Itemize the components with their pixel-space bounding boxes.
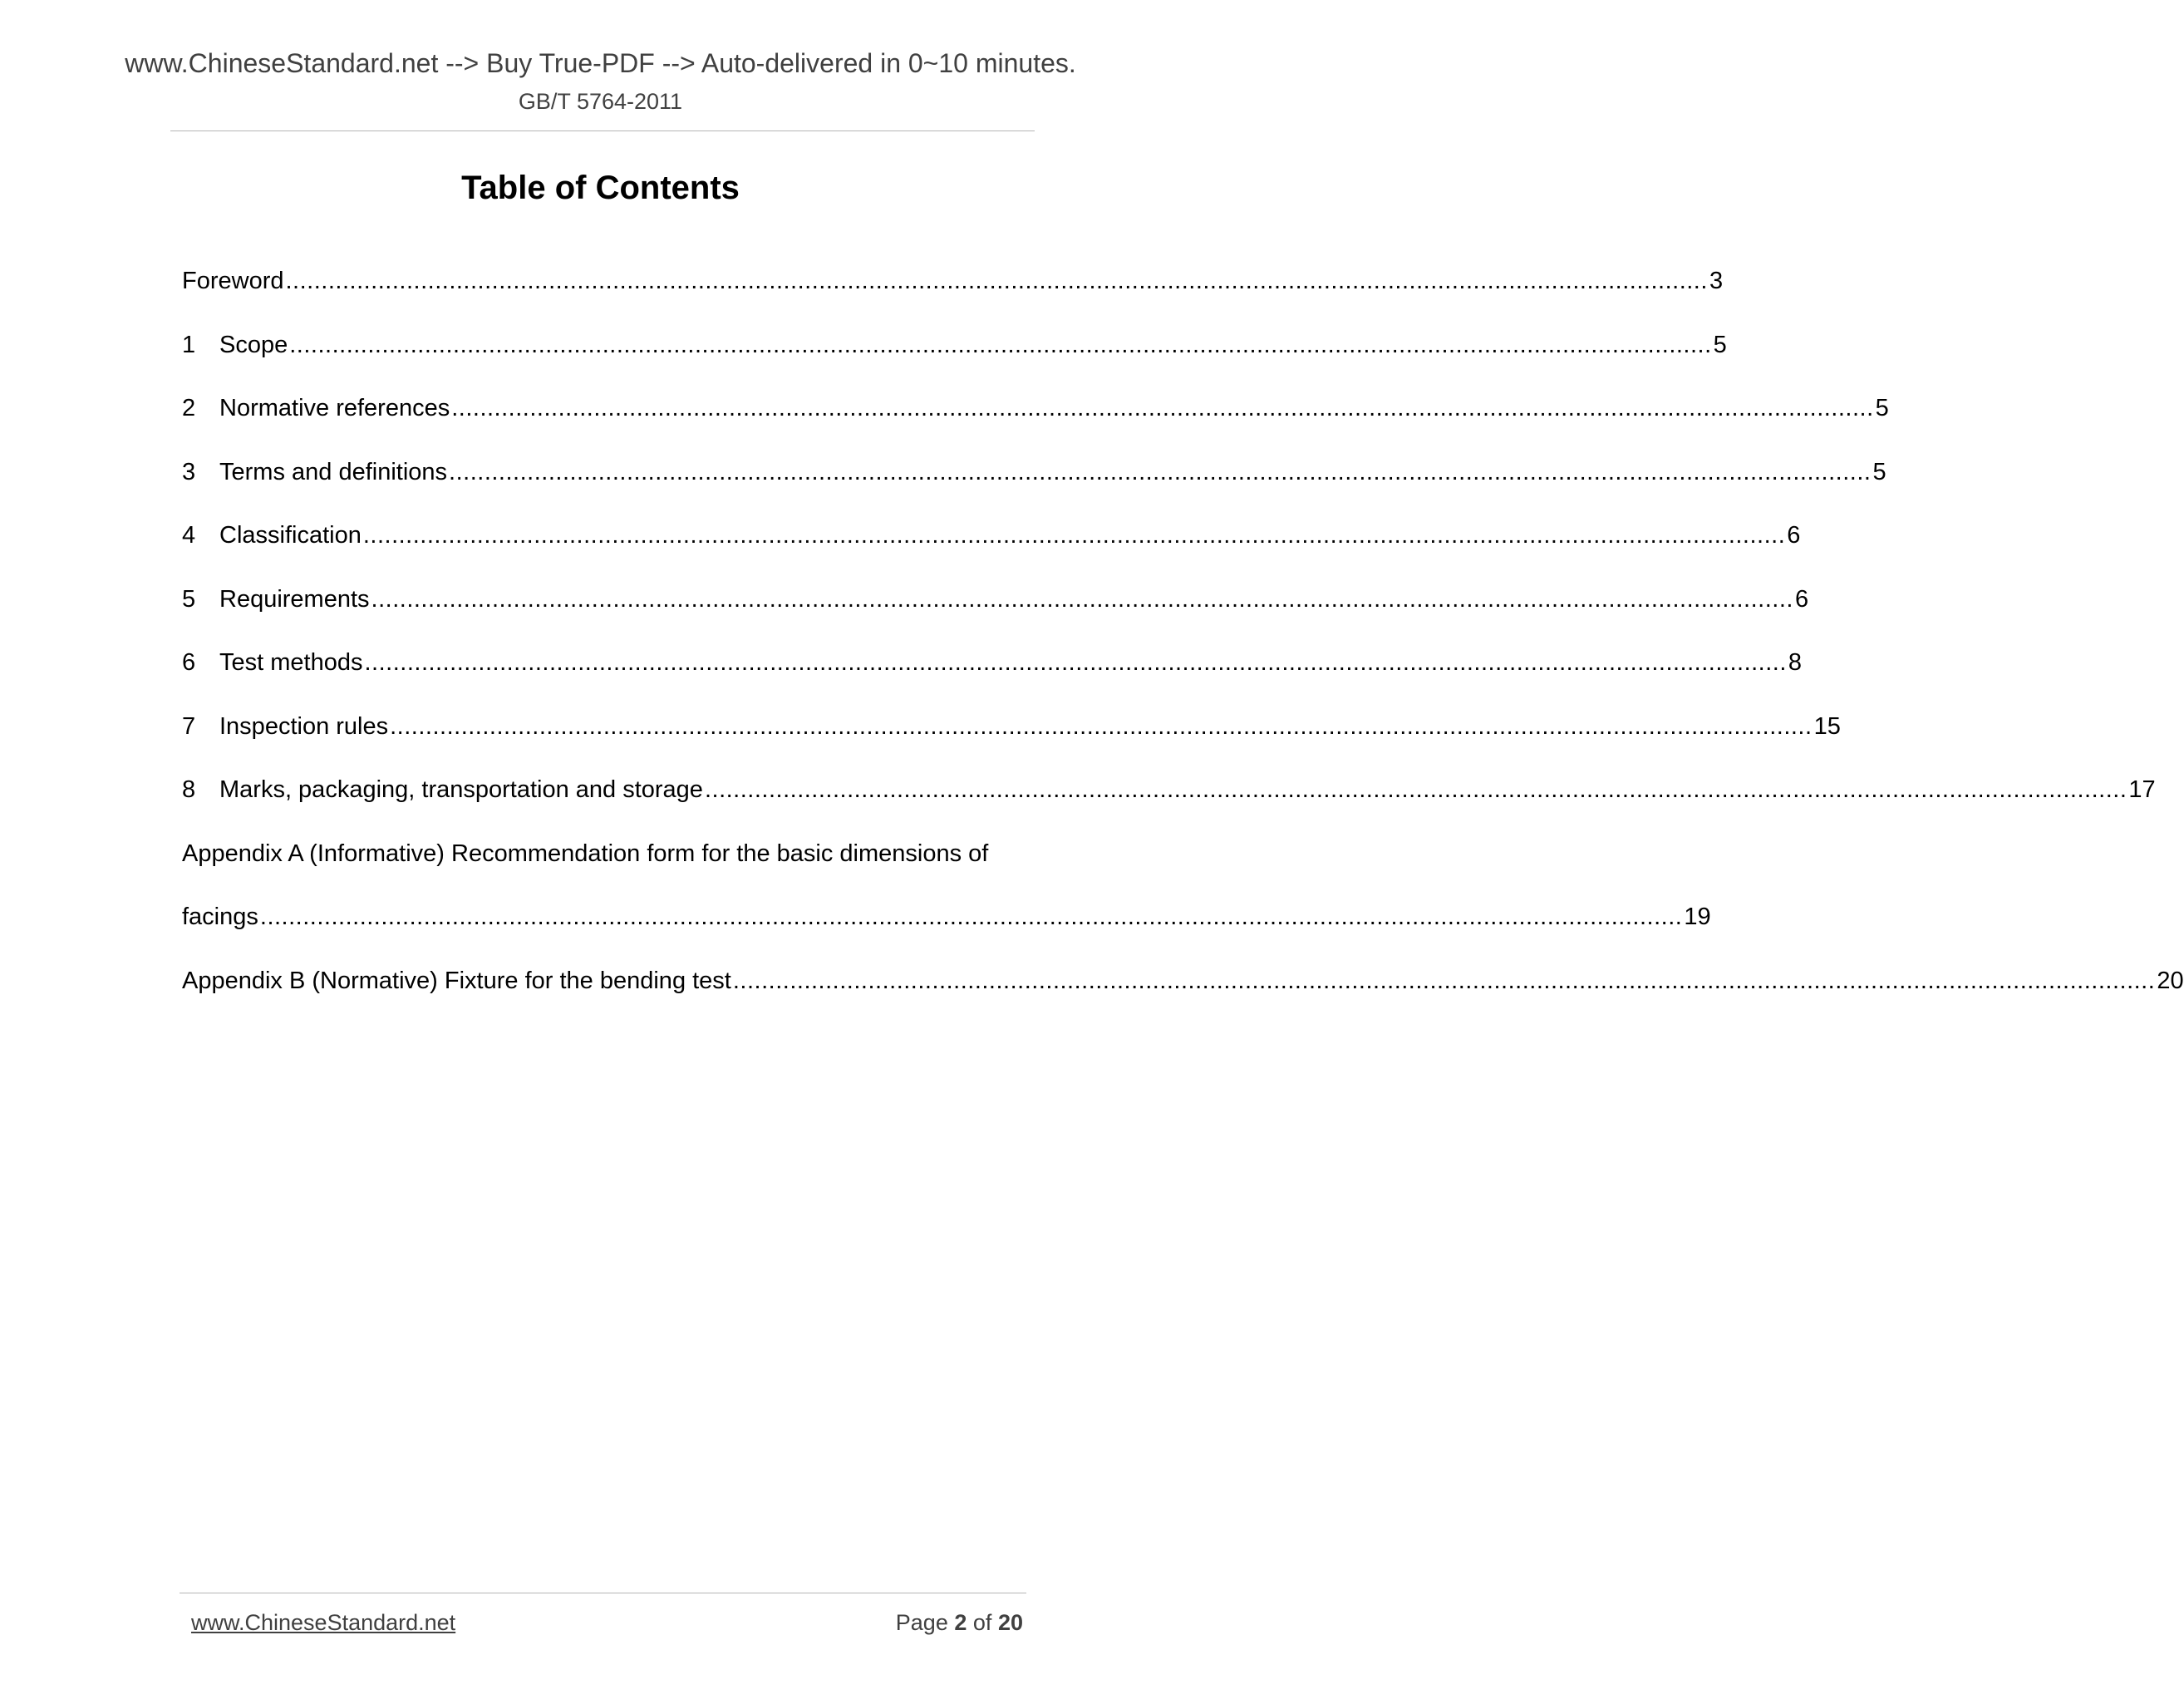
footer-page-indicator [896,1608,1023,1637]
toc-entry-page: 8 [1788,649,1803,676]
toc-entry-number: 8 [182,776,196,803]
toc-dot-leader: ........................................................................................................................................................................................................ [289,331,1712,358]
toc-entry-text: Inspection rules [219,712,389,740]
toc-entry-requirements[interactable] [182,583,1809,647]
toc-entry-page: 3 [1709,268,1724,294]
toc-entry-text: Test methods [219,649,363,676]
toc-entry-appendix-a-line1[interactable] [182,837,1022,901]
toc-entry-number: 6 [182,649,196,676]
toc-dot-leader: ........................................................................................................................................................................................................ [451,395,1874,421]
table-of-contents [182,264,2184,1027]
page-label: Page [895,1610,948,1635]
page-total: 20 [997,1610,1023,1635]
toc-dot-leader: ........................................................................................................................................................................................................ [390,712,1813,740]
toc-entry-number: 2 [182,395,196,421]
toc-dot-leader: ........................................................................................................................................................................................................ [449,458,1872,485]
toc-entry-classification[interactable] [182,519,1801,583]
toc-entry-text: Foreword [182,268,284,294]
toc-entry-page: 20 [2157,967,2184,994]
toc-entry-text: Requirements [219,585,370,613]
toc-entry-text: Appendix A (Informative) Recommendation form for the basic dimensions of [182,840,989,867]
toc-entry-text: Scope [219,331,288,358]
toc-entry-number: 3 [182,458,196,485]
toc-entry-text: Appendix B (Normative) Fixture for the bending test [182,967,731,994]
toc-entry-text: facings [182,904,258,930]
toc-entry-page: 17 [2128,776,2156,803]
toc-entry-scope[interactable] [182,328,1727,392]
page-title: Table of Contents [461,170,740,206]
toc-entry-number: 7 [182,712,196,740]
toc-entry-foreword[interactable] [182,264,1724,328]
toc-entry-text: Terms and definitions [219,458,448,485]
toc-entry-inspection-rules[interactable] [182,710,1841,774]
footer-website-link[interactable]: www.ChineseStandard.net [191,1610,456,1635]
toc-entry-test-methods[interactable] [182,646,1803,710]
toc-entry-text: Classification [219,522,362,549]
toc-dot-leader: ........................................................................................................................................................................................................ [732,967,2156,994]
toc-entry-number: 4 [182,522,196,549]
toc-entry-page: 6 [1794,585,1809,613]
toc-dot-leader: ........................................................................................................................................................................................................ [362,522,1786,549]
toc-entry-page: 15 [1813,712,1841,740]
toc-entry-number: 1 [182,331,196,358]
toc-entry-page: 5 [1872,458,1886,485]
toc-entry-page: 6 [1787,522,1801,549]
toc-entry-text: Normative references [219,395,450,421]
document-code: GB/T 5764-2011 [518,89,683,114]
toc-entry-appendix-b[interactable] [182,964,2184,1028]
toc-entry-marks-packaging[interactable] [182,773,2156,837]
toc-dot-leader: ........................................................................................................................................................................................................ [364,649,1787,676]
toc-dot-leader: ........................................................................................................................................................................................................ [704,776,2127,803]
toc-entry-appendix-a-line2[interactable] [182,900,1711,964]
toc-dot-leader: ........................................................................................................................................................................................................ [285,268,1708,294]
header-banner: www.ChineseStandard.net --> Buy True-PDF --> Auto-delivered in 0~10 minutes. [125,48,1076,78]
toc-entry-page: 5 [1875,395,1889,421]
toc-dot-leader: ........................................................................................................................................................................................................ [259,904,1683,930]
toc-entry-page: 19 [1684,904,1711,930]
toc-entry-normative-references[interactable] [182,392,1889,456]
page-of-label: of [972,1610,992,1635]
toc-entry-number: 5 [182,585,196,613]
toc-entry-text: Marks, packaging, transportation and storage [219,776,703,803]
toc-entry-page: 5 [1713,331,1727,358]
toc-dot-leader: ........................................................................................................................................................................................................ [371,585,1793,613]
toc-entry-terms-definitions[interactable] [182,456,1886,520]
page-current: 2 [954,1610,967,1635]
